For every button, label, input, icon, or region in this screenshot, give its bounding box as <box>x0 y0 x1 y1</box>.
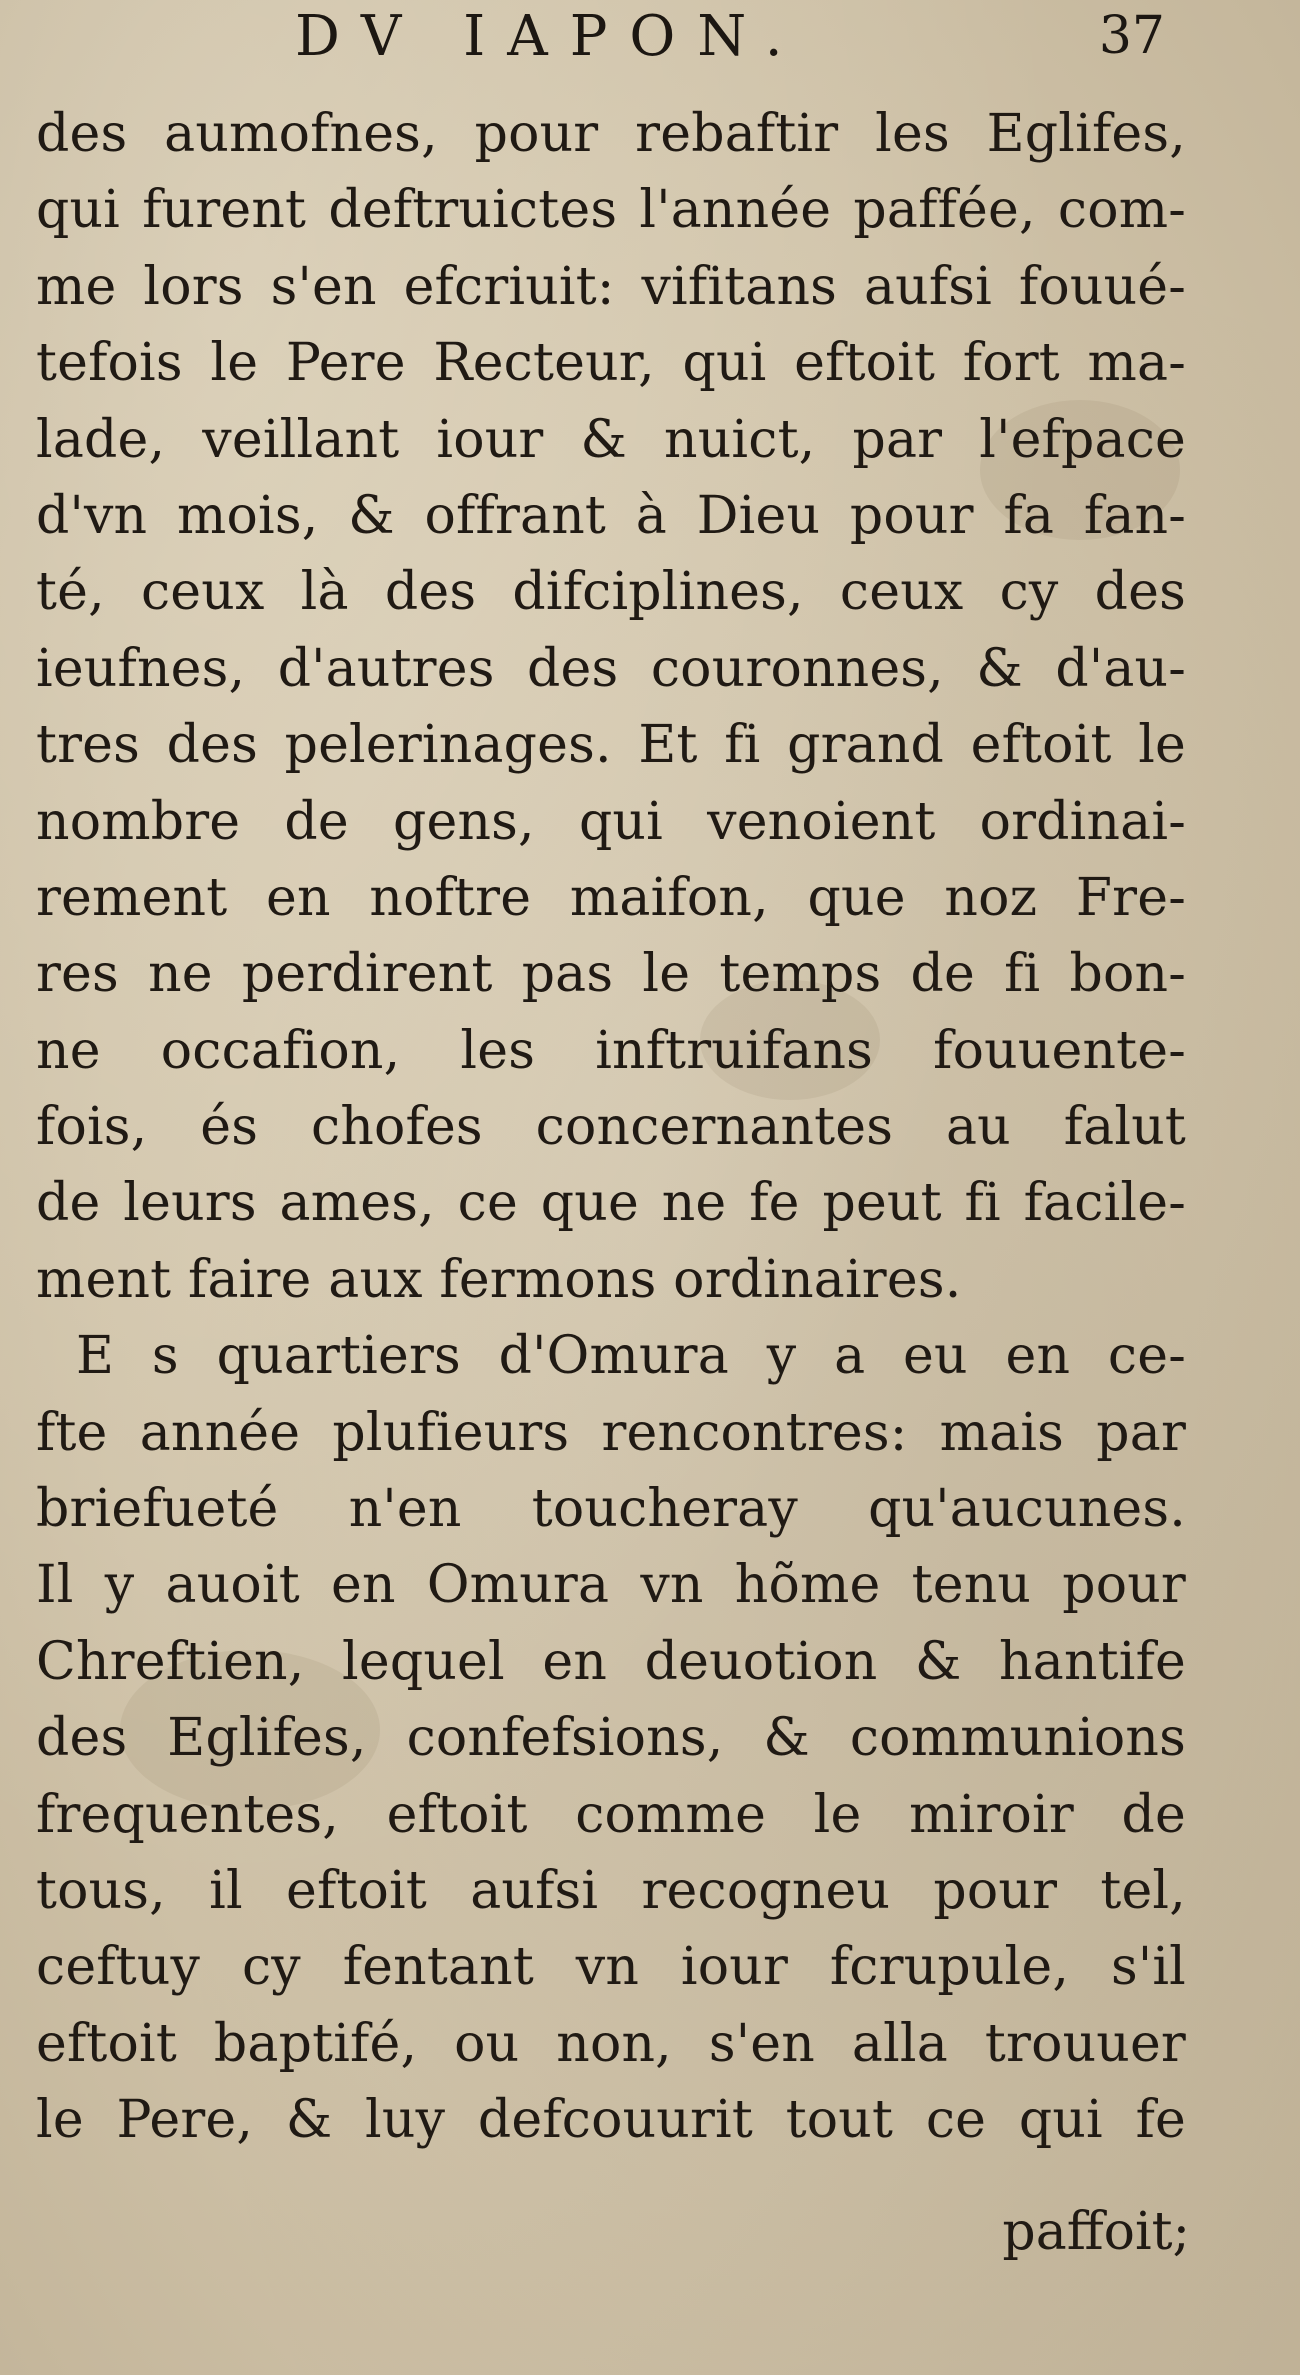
text-line: nombre de gens, qui venoient ordinai- <box>36 791 1186 852</box>
text-line: rement en noftre maifon, que noz Fre- <box>36 867 1186 928</box>
text-line: eftoit baptifé, ou non, s'en alla trouuer <box>36 2013 1186 2074</box>
text-line: tres des pelerinages. Et fi grand eftoit le <box>36 715 1186 776</box>
text-line: lade, veillant iour & nuict, par l'efpace <box>36 409 1186 470</box>
running-header <box>250 0 1180 75</box>
running-title: DV IAPON. <box>295 4 805 69</box>
text-line: des Eglifes, confefsions, & communions <box>36 1708 1186 1769</box>
text-line: tefois le Pere Recteur, qui eftoit fort ma- <box>36 333 1186 394</box>
text-line: frequentes, eftoit comme le miroir de <box>36 1784 1186 1845</box>
text-line: le Pere, & luy defcouurit tout ce qui fe <box>36 2090 1186 2151</box>
text-line: briefueté n'en toucheray qu'aucunes. <box>36 1479 1186 1540</box>
text-line: qui furent deftruictes l'année paffée, com- <box>36 180 1186 241</box>
text-line: Chreftien, lequel en deuotion & hantife <box>36 1631 1186 1692</box>
text-line: tous, il eftoit aufsi recogneu pour tel, <box>36 1860 1186 1921</box>
text-line: me lors s'en efcriuit: vifitans aufsi fouué- <box>36 256 1186 317</box>
text-line: ne occafion, les inftruifans fouuente- <box>36 1020 1186 1081</box>
text-line: ieufnes, d'autres des couronnes, & d'au- <box>36 638 1186 699</box>
text-line: té, ceux là des difciplines, ceux cy des <box>36 562 1186 623</box>
text-line: des aumofnes, pour rebaftir les Eglifes, <box>36 104 1186 164</box>
text-line: fois, és chofes concernantes au falut <box>36 1097 1186 1158</box>
text-line: Il y auoit en Omura vn hõme tenu pour <box>36 1555 1186 1616</box>
text-line: ment faire aux fermons ordinaires. <box>36 1249 962 1310</box>
text-line: res ne perdirent pas le temps de fi bon- <box>36 944 1186 1005</box>
text-block <box>36 96 1186 2159</box>
text-line: de leurs ames, ce que ne fe peut fi facile- <box>36 1173 1186 1234</box>
page-number: 37 <box>1098 6 1165 66</box>
text-line: E s quartiers d'Omura y a eu en ce- <box>76 1326 1186 1387</box>
text-line: ceftuy cy fentant vn iour fcrupule, s'il <box>36 1937 1186 1998</box>
catchword: paffoit; <box>1002 2202 1190 2262</box>
text-line: fte année plufieurs rencontres: mais par <box>36 1402 1186 1463</box>
text-line: d'vn mois, & offrant à Dieu pour fa fan- <box>36 485 1186 546</box>
